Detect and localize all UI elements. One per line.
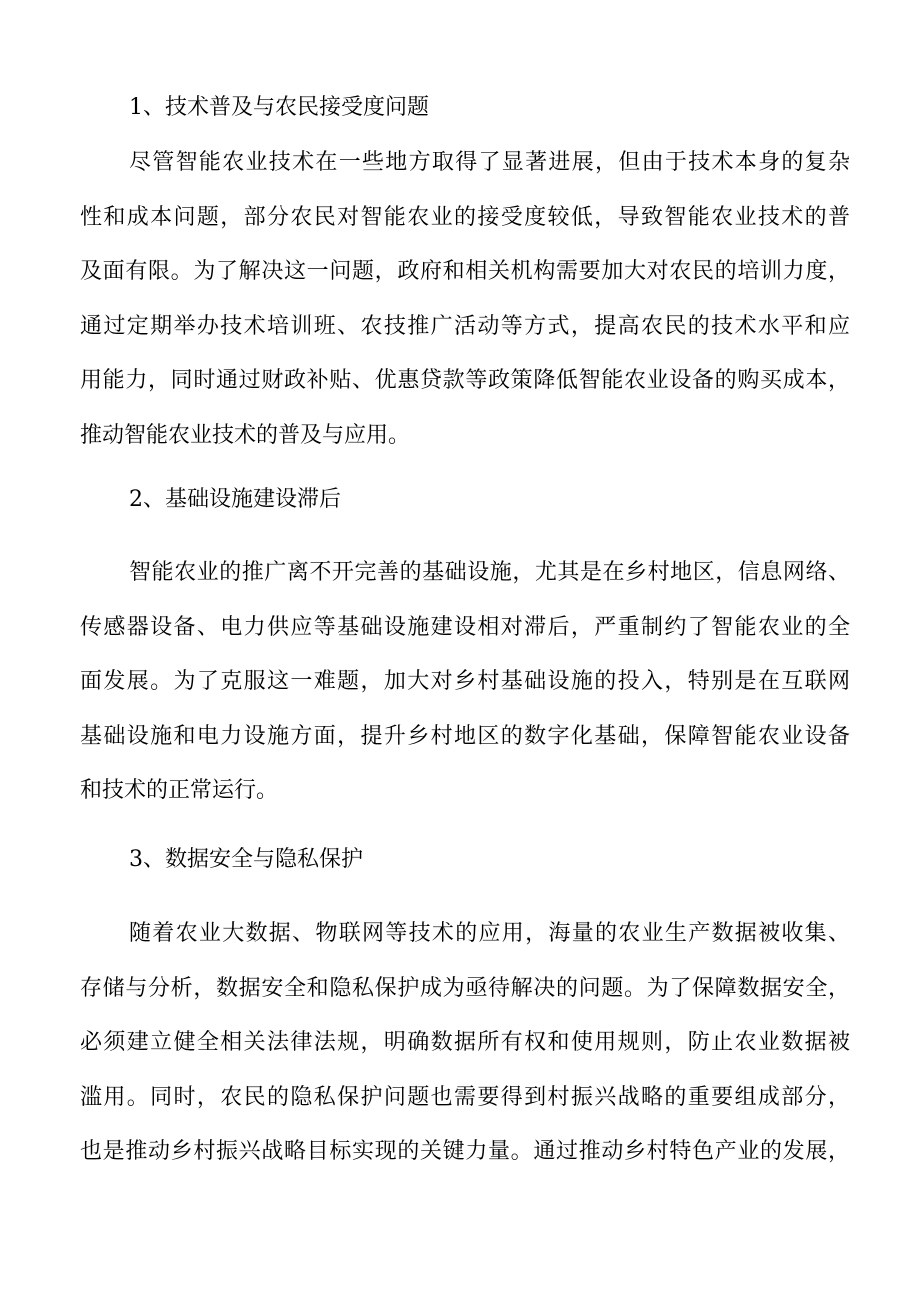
section-2-paragraph (80, 546, 855, 819)
paragraph-line: 传感器设备、电力供应等基础设施建设相对滞后，严重制约了智能农业的全 (80, 614, 850, 640)
paragraph-line: 必须建立健全相关法律法规，明确数据所有权和使用规则，防止农业数据被 (80, 1030, 850, 1055)
paragraph-line: 及面有限。为了解决这一问题，政府和相关机构需要加大对农民的培训力度， (80, 259, 850, 284)
section-3-paragraph (80, 907, 855, 1180)
paragraph-line: 存储与分析，数据安全和隐私保护成为亟待解决的问题。为了保障数据安全， (80, 975, 850, 1001)
paragraph-line: 和技术的正常运行。 (80, 778, 279, 803)
section-3-heading: 3、数据安全与隐私保护 (129, 847, 363, 872)
paragraph-line: 尽管智能农业技术在一些地方取得了显著进展，但由于技术本身的复杂 (129, 150, 850, 175)
paragraph-line: 性和成本问题，部分农民对智能农业的接受度较低，导致智能农业技术的普 (80, 204, 850, 230)
paragraph-line: 基础设施和电力设施方面，提升乡村地区的数字化基础，保障智能农业设备 (80, 723, 850, 749)
paragraph-line: 也是推动乡村振兴战略目标实现的关键力量。通过推动乡村特色产业的发展， (80, 1139, 850, 1164)
paragraph-line: 通过定期举办技术培训班、农技推广活动等方式，提高农民的技术水平和应 (80, 313, 850, 339)
paragraph-line: 随着农业大数据、物联网等技术的应用，海量的农业生产数据被收集、 (129, 921, 850, 946)
section-1-heading: 1、技术普及与农民接受度问题 (129, 95, 429, 120)
paragraph-line: 用能力，同时通过财政补贴、优惠贷款等政策降低智能农业设备的购买成本， (80, 368, 850, 393)
paragraph-line: 智能农业的推广离不开完善的基础设施，尤其是在乡村地区，信息网络、 (129, 560, 850, 585)
section-2-heading: 2、基础设施建设滞后 (129, 487, 341, 512)
paragraph-line: 面发展。为了克服这一难题，加大对乡村基础设施的投入，特别是在互联网 (80, 669, 850, 694)
paragraph-line: 滥用。同时，农民的隐私保护问题也需要得到村振兴战略的重要组成部分， (80, 1084, 850, 1110)
paragraph-line: 推动智能农业技术的普及与应用。 (80, 422, 411, 448)
section-1-paragraph (80, 136, 855, 463)
